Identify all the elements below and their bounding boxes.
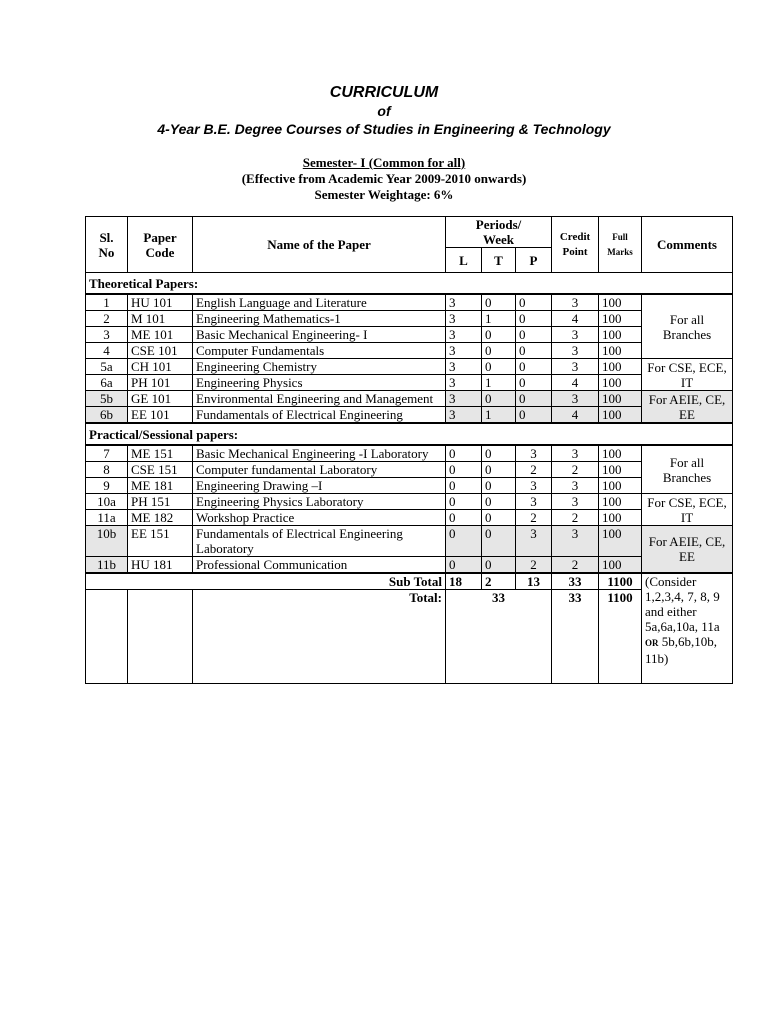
- cell-t: 0: [482, 359, 516, 375]
- theory-section-label: Theoretical Papers:: [86, 273, 733, 295]
- cell-code: M 101: [128, 311, 193, 327]
- cell-t: 0: [482, 327, 516, 343]
- col-periods: Periods/ Week: [446, 217, 552, 248]
- cell-code: CSE 151: [128, 462, 193, 478]
- cell-sl: 5b: [86, 391, 128, 407]
- cell-p: 3: [516, 445, 552, 462]
- cell-credit: 3: [552, 526, 599, 557]
- table-row: [86, 359, 733, 375]
- sub-total-t: 2: [482, 573, 516, 590]
- total-row: [86, 590, 733, 684]
- cell-credit: 3: [552, 445, 599, 462]
- cell-sl: 4: [86, 343, 128, 359]
- cell-sl: 10a: [86, 494, 128, 510]
- cell-sl: 10b: [86, 526, 128, 557]
- total-credit: 33: [552, 590, 599, 684]
- cell-name: Environmental Engineering and Management: [193, 391, 446, 407]
- cell-t: 0: [482, 526, 516, 557]
- cell-t: 1: [482, 375, 516, 391]
- cell-l: 0: [446, 510, 482, 526]
- cell-credit: 2: [552, 462, 599, 478]
- cell-marks: 100: [599, 327, 642, 343]
- cell-credit: 3: [552, 327, 599, 343]
- curriculum-table: [85, 216, 733, 684]
- table-row: [86, 494, 733, 510]
- table-row: [86, 510, 733, 526]
- cell-t: 0: [482, 478, 516, 494]
- cell-t: 1: [482, 311, 516, 327]
- cell-l: 3: [446, 294, 482, 311]
- cell-sl: 5a: [86, 359, 128, 375]
- cell-sl: 6a: [86, 375, 128, 391]
- cell-code: EE 151: [128, 526, 193, 557]
- cell-l: 3: [446, 311, 482, 327]
- cell-name: Professional Communication: [193, 557, 446, 574]
- cell-t: 0: [482, 494, 516, 510]
- total-label: Total:: [193, 590, 446, 684]
- cell-code: ME 182: [128, 510, 193, 526]
- cell-p: 3: [516, 478, 552, 494]
- note-or: OR: [645, 638, 659, 648]
- cell-credit: 2: [552, 557, 599, 574]
- sub-total-l: 18: [446, 573, 482, 590]
- table-row: [86, 391, 733, 407]
- table-row: [86, 445, 733, 462]
- semester-heading: [0, 155, 768, 171]
- cell-code: HU 101: [128, 294, 193, 311]
- cell-marks: 100: [599, 343, 642, 359]
- cell-name: Engineering Chemistry: [193, 359, 446, 375]
- cell-name: Fundamentals of Electrical Engineering Laboratory: [193, 526, 446, 557]
- cell-l: 3: [446, 407, 482, 424]
- cell-t: 0: [482, 391, 516, 407]
- col-comments: Comments: [642, 217, 733, 273]
- cell-t: 0: [482, 445, 516, 462]
- comment-all-branches: For all Branches: [642, 294, 733, 359]
- cell-t: 0: [482, 462, 516, 478]
- cell-name: English Language and Literature: [193, 294, 446, 311]
- cell-code: ME 101: [128, 327, 193, 343]
- cell-credit: 3: [552, 343, 599, 359]
- col-marks: Full Marks: [599, 217, 642, 273]
- cell-l: 0: [446, 445, 482, 462]
- cell-l: 0: [446, 557, 482, 574]
- col-t: T: [482, 248, 516, 273]
- cell-p: 0: [516, 294, 552, 311]
- cell-p: 0: [516, 359, 552, 375]
- cell-sl: 3: [86, 327, 128, 343]
- cell-credit: 2: [552, 510, 599, 526]
- table-row: [86, 294, 733, 311]
- cell-code: EE 101: [128, 407, 193, 424]
- col-code: Paper Code: [128, 217, 193, 273]
- cell-sl: 6b: [86, 407, 128, 424]
- cell-marks: 100: [599, 526, 642, 557]
- cell-sl: 9: [86, 478, 128, 494]
- cell-l: 0: [446, 526, 482, 557]
- cell-name: Workshop Practice: [193, 510, 446, 526]
- sub-total-p: 13: [516, 573, 552, 590]
- cell-name: Basic Mechanical Engineering- I: [193, 327, 446, 343]
- cell-l: 3: [446, 359, 482, 375]
- cell-p: 3: [516, 526, 552, 557]
- cell-l: 0: [446, 478, 482, 494]
- cell-t: 1: [482, 407, 516, 424]
- total-empty-code: [128, 590, 193, 684]
- cell-credit: 3: [552, 294, 599, 311]
- cell-p: 0: [516, 407, 552, 424]
- cell-p: 0: [516, 343, 552, 359]
- total-empty-sl: [86, 590, 128, 684]
- cell-marks: 100: [599, 462, 642, 478]
- cell-credit: 3: [552, 494, 599, 510]
- cell-marks: 100: [599, 557, 642, 574]
- cell-code: GE 101: [128, 391, 193, 407]
- cell-l: 0: [446, 462, 482, 478]
- cell-sl: 8: [86, 462, 128, 478]
- cell-p: 3: [516, 494, 552, 510]
- cell-marks: 100: [599, 375, 642, 391]
- table-row: [86, 526, 733, 557]
- cell-credit: 4: [552, 375, 599, 391]
- cell-name: Engineering Physics Laboratory: [193, 494, 446, 510]
- cell-marks: 100: [599, 359, 642, 375]
- cell-code: ME 151: [128, 445, 193, 462]
- semester-text: Semester- I (Common for all): [302, 155, 466, 170]
- cell-name: Fundamentals of Electrical Engineering: [193, 407, 446, 424]
- cell-name: Engineering Physics: [193, 375, 446, 391]
- table-row: [86, 462, 733, 478]
- cell-sl: 7: [86, 445, 128, 462]
- cell-name: Engineering Drawing –I: [193, 478, 446, 494]
- table-row: [86, 407, 733, 424]
- cell-p: 2: [516, 557, 552, 574]
- cell-marks: 100: [599, 311, 642, 327]
- cell-l: 3: [446, 327, 482, 343]
- cell-code: PH 151: [128, 494, 193, 510]
- semester-weightage: Semester Weightage: 6%: [314, 187, 454, 202]
- col-credit: Credit Point: [552, 217, 599, 273]
- col-sl: Sl. No: [86, 217, 128, 273]
- cell-marks: 100: [599, 391, 642, 407]
- cell-l: 3: [446, 391, 482, 407]
- cell-code: CH 101: [128, 359, 193, 375]
- table-row: [86, 478, 733, 494]
- col-l: L: [446, 248, 482, 273]
- cell-p: 2: [516, 462, 552, 478]
- note-text: (Consider 1,2,3,4, 7, 8, 9 and either 5a,6a,10a, 11a: [645, 574, 720, 634]
- sub-total-row: [86, 573, 733, 590]
- cell-sl: 11a: [86, 510, 128, 526]
- practical-section-row: [86, 423, 733, 445]
- total-periods: 33: [446, 590, 552, 684]
- theory-section-row: [86, 273, 733, 295]
- comment-cse-ece-it: For CSE, ECE, IT: [642, 494, 733, 526]
- cell-name: Computer fundamental Laboratory: [193, 462, 446, 478]
- cell-l: 3: [446, 343, 482, 359]
- total-marks: 1100: [599, 590, 642, 684]
- course-title: 4-Year B.E. Degree Courses of Studies in Engineering & Technology: [157, 121, 611, 137]
- cell-code: HU 181: [128, 557, 193, 574]
- cell-l: 3: [446, 375, 482, 391]
- sub-total-marks: 1100: [599, 573, 642, 590]
- table-row: [86, 327, 733, 343]
- cell-credit: 3: [552, 359, 599, 375]
- cell-sl: 2: [86, 311, 128, 327]
- table-row: [86, 557, 733, 574]
- comment-aeie-ce-ee: For AEIE, CE, EE: [642, 391, 733, 424]
- cell-marks: 100: [599, 494, 642, 510]
- cell-p: 2: [516, 510, 552, 526]
- col-name: Name of the Paper: [193, 217, 446, 273]
- effective-year: (Effective from Academic Year 2009-2010 onwards): [241, 171, 527, 186]
- cell-marks: 100: [599, 445, 642, 462]
- cell-name: Engineering Mathematics-1: [193, 311, 446, 327]
- cell-name: Basic Mechanical Engineering -I Laboratory: [193, 445, 446, 462]
- cell-name: Computer Fundamentals: [193, 343, 446, 359]
- cell-credit: 3: [552, 478, 599, 494]
- cell-sl: 1: [86, 294, 128, 311]
- cell-t: 0: [482, 557, 516, 574]
- table-row: [86, 375, 733, 391]
- curriculum-title: CURRICULUM: [329, 84, 439, 101]
- note-text-2: 5b,6b,10b, 11b): [645, 634, 717, 666]
- comment-aeie-ce-ee: For AEIE, CE, EE: [642, 526, 733, 574]
- col-p: P: [516, 248, 552, 273]
- cell-p: 0: [516, 327, 552, 343]
- cell-t: 0: [482, 294, 516, 311]
- practical-section-label: Practical/Sessional papers:: [86, 423, 733, 445]
- title-of: of: [377, 103, 391, 119]
- sub-total-label: Sub Total: [86, 573, 446, 590]
- comment-all-branches: For all Branches: [642, 445, 733, 494]
- cell-marks: 100: [599, 294, 642, 311]
- sub-total-credit: 33: [552, 573, 599, 590]
- cell-marks: 100: [599, 478, 642, 494]
- cell-credit: 3: [552, 391, 599, 407]
- cell-credit: 4: [552, 407, 599, 424]
- totals-note: [642, 573, 733, 684]
- table-row: [86, 311, 733, 327]
- cell-sl: 11b: [86, 557, 128, 574]
- cell-t: 0: [482, 343, 516, 359]
- cell-t: 0: [482, 510, 516, 526]
- cell-marks: 100: [599, 407, 642, 424]
- cell-p: 0: [516, 375, 552, 391]
- header-row: [86, 217, 733, 248]
- cell-code: CSE 101: [128, 343, 193, 359]
- cell-p: 0: [516, 311, 552, 327]
- cell-p: 0: [516, 391, 552, 407]
- cell-l: 0: [446, 494, 482, 510]
- cell-credit: 4: [552, 311, 599, 327]
- cell-marks: 100: [599, 510, 642, 526]
- cell-code: ME 181: [128, 478, 193, 494]
- table-row: [86, 343, 733, 359]
- cell-code: PH 101: [128, 375, 193, 391]
- comment-cse-ece-it: For CSE, ECE, IT: [642, 359, 733, 391]
